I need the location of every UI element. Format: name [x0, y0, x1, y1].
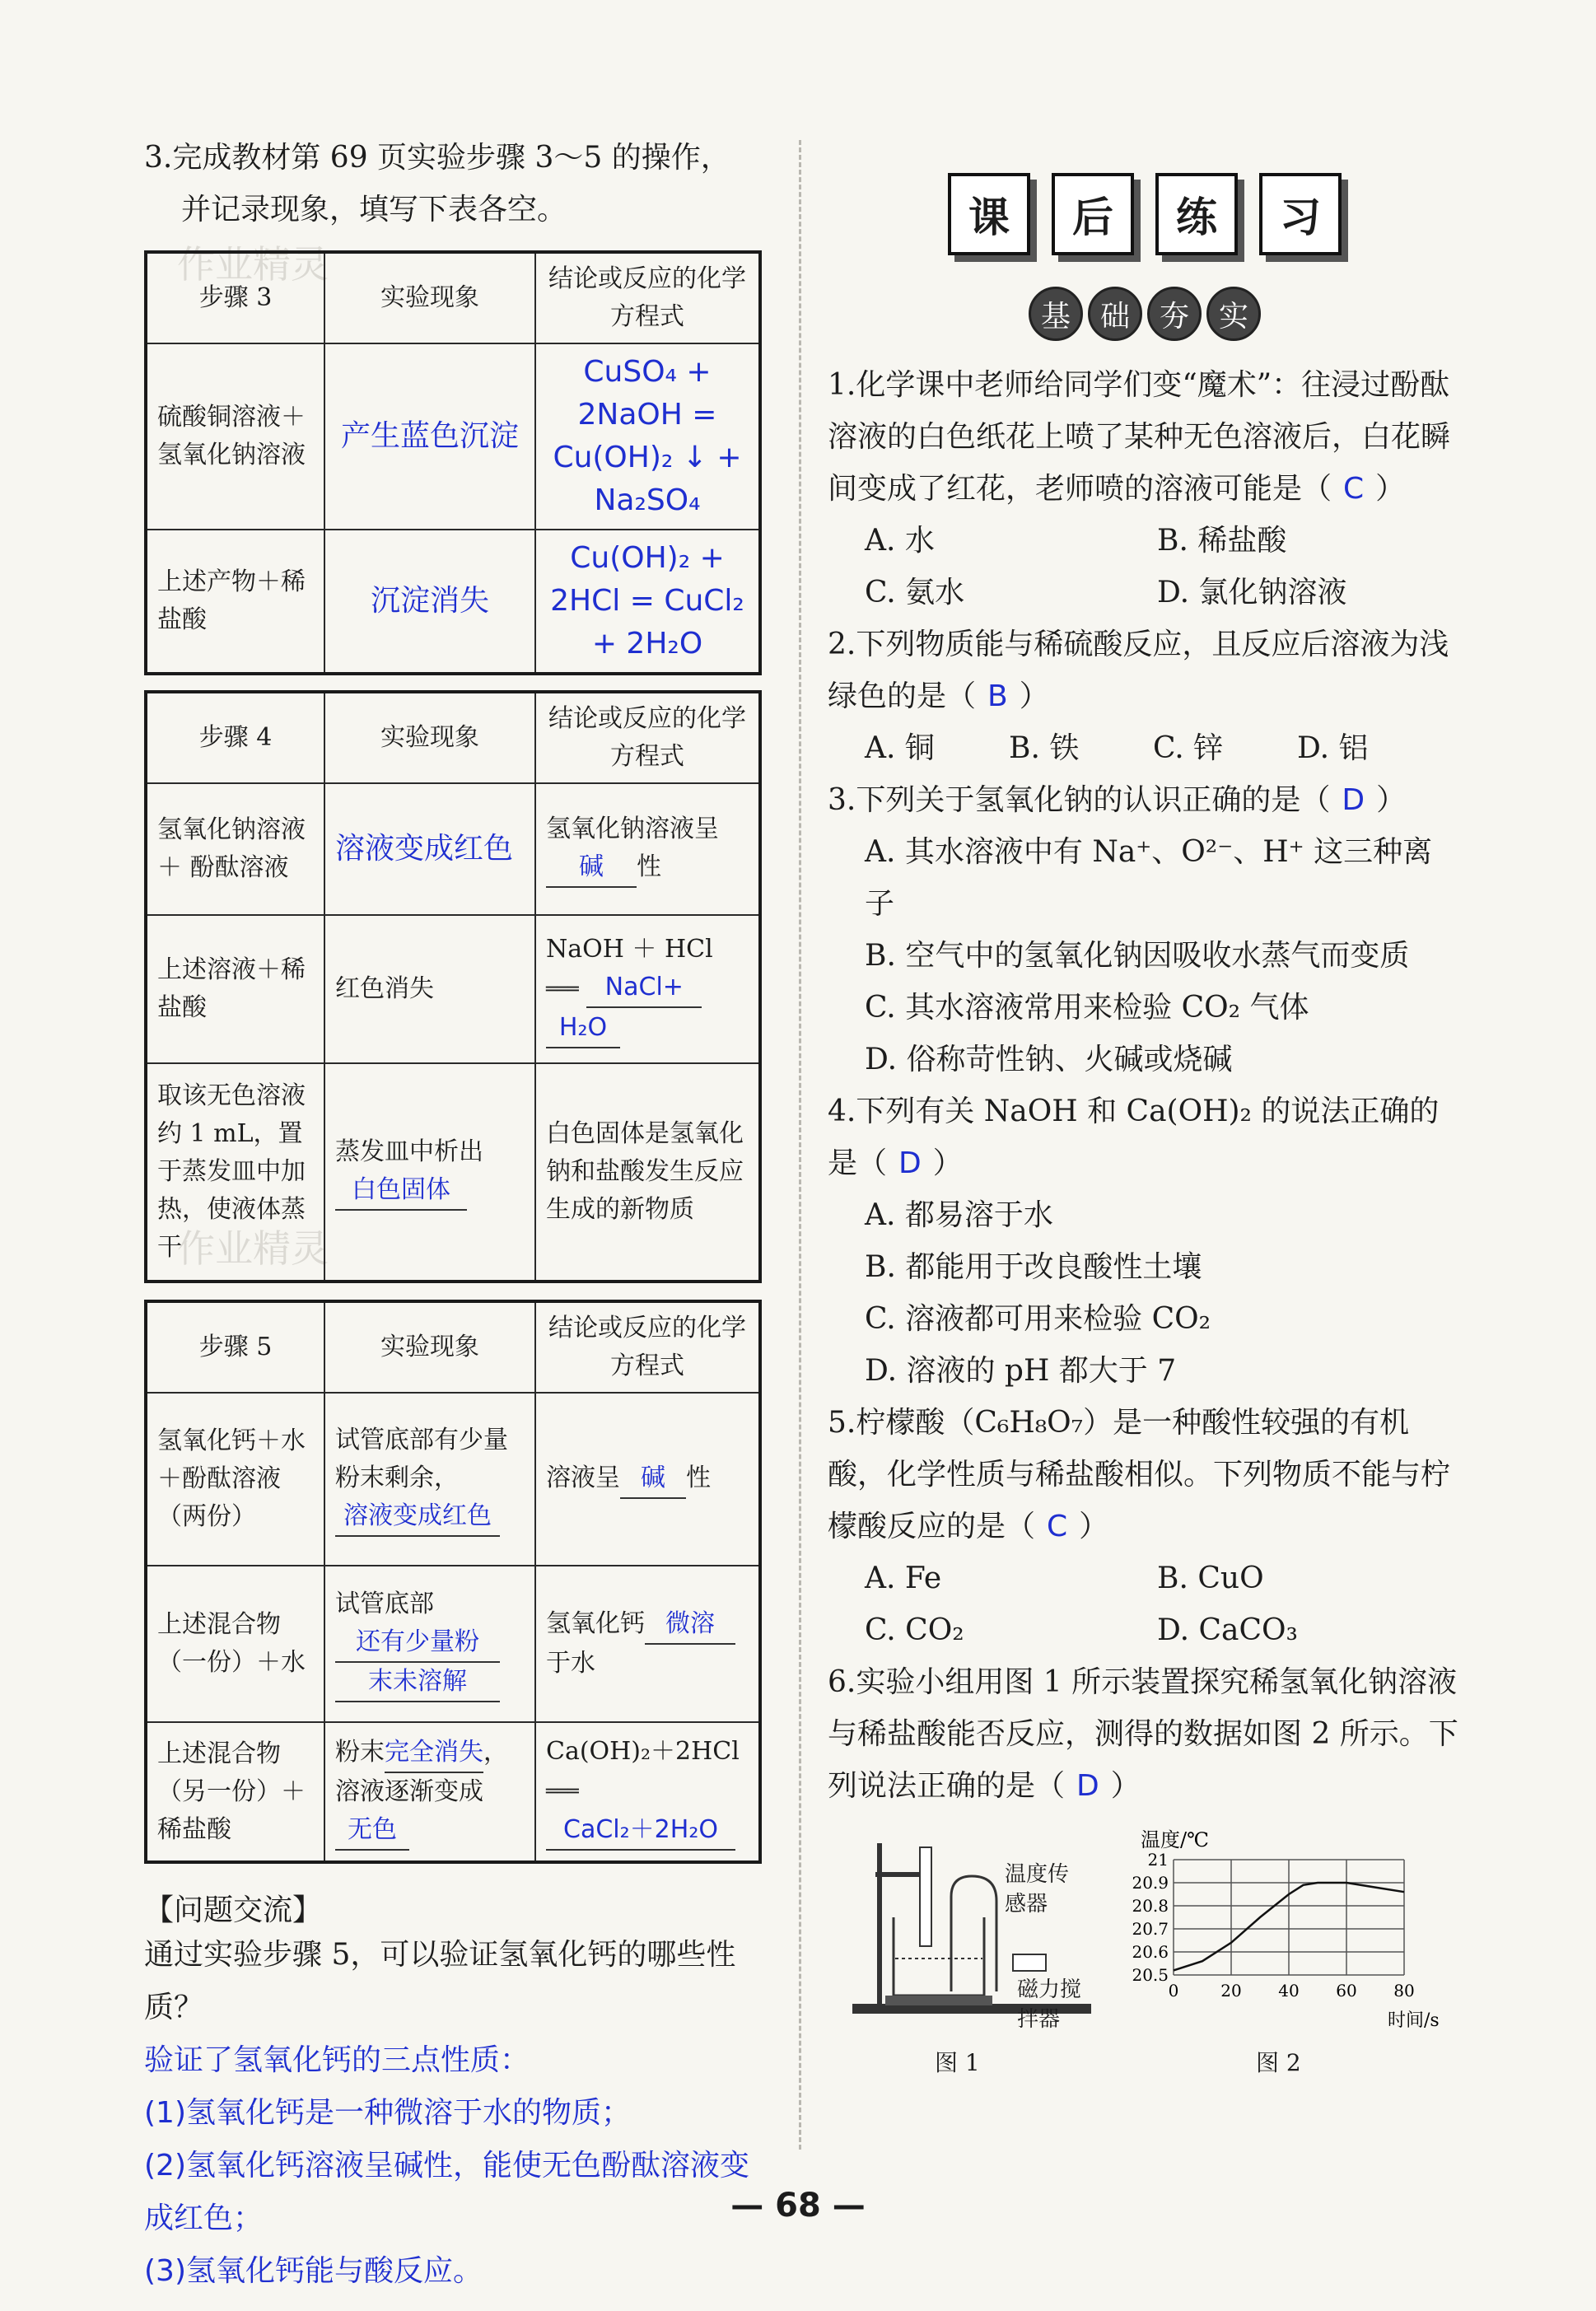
q3-line2: 并记录现象，填写下表各空。: [181, 193, 567, 226]
header-phenomenon: 实验现象: [324, 252, 535, 343]
phenomenon-cell: 产生蓝色沉淀: [324, 343, 535, 530]
options: [828, 826, 1462, 1085]
stirrer-plate: [885, 1996, 992, 2005]
qa-answer-line: (2)氢氧化钙溶液呈碱性，能使无色酚酞溶液变成红色；: [144, 2149, 749, 2235]
subbanner-char: 基: [1029, 287, 1083, 341]
x-tick-label: 20: [1220, 1981, 1242, 2001]
phenomenon-text: 试管底部有少量粉末剩余，: [335, 1426, 508, 1492]
answer-blank: 溶液变成红色: [335, 1497, 500, 1537]
answer-blank-2: 末未溶解: [335, 1663, 500, 1702]
conclusion-text: NaOH ＋ HCl: [546, 934, 713, 964]
question-close: ）: [1376, 783, 1407, 817]
question-item: [828, 359, 1462, 619]
answer-blank: 还有少量粉: [335, 1623, 500, 1663]
subbanner-char: 夯: [1147, 287, 1202, 341]
answer-blank: NaCl+: [586, 969, 702, 1008]
question-3: [144, 132, 774, 236]
answer-letter: D: [1342, 783, 1365, 817]
option-a: A. 铜: [865, 731, 935, 765]
left-column: [144, 132, 774, 2298]
option-d: D. 溶液的 pH 都大于 7: [865, 1354, 1177, 1388]
watermark-middle: 作业精灵: [177, 1226, 329, 1271]
option-d: D. CaCO₃: [1157, 1613, 1298, 1647]
table-row: [146, 343, 760, 530]
question-text: 2.下列物质能与稀硫酸反应，且反应后溶液为浅绿色的是（: [828, 628, 1449, 713]
conclusion-suffix: 性: [637, 852, 661, 881]
phenomenon-text: 蒸发皿中析出: [335, 1137, 483, 1166]
figures: [828, 1827, 1462, 2090]
temperature-chart: [1108, 1827, 1454, 2041]
answer-blank: CaCl₂＋2H₂O: [546, 1811, 735, 1851]
step-cell: 硫酸铜溶液＋氢氧化钠溶液: [146, 343, 324, 530]
answer-blank-2: 无色: [335, 1811, 409, 1851]
step-cell: 上述混合物（一份）＋水: [146, 1566, 324, 1722]
table-header-row: [146, 692, 760, 783]
question-list: [828, 359, 1462, 1812]
burette: [920, 1847, 931, 1946]
subbanner-char: 础: [1088, 287, 1142, 341]
conclusion-cell: [535, 1722, 760, 1862]
question-close: ）: [932, 1146, 963, 1180]
conclusion-cell: CuSO₄ + 2NaOH = Cu(OH)₂ ↓ + Na₂SO₄: [535, 343, 760, 530]
header-phenomenon: 实验现象: [324, 1301, 535, 1393]
table-row: [146, 1566, 760, 1722]
question-text: 5.柠檬酸（C₆H₈O₇）是一种酸性较强的有机酸，化学性质与稀盐酸相似。下列物质不能与柠檬酸反应的是（: [828, 1406, 1451, 1543]
phenomenon-text: 粉末: [335, 1737, 385, 1767]
step-cell: 上述产物＋稀盐酸: [146, 530, 324, 674]
section-banner: [828, 173, 1462, 255]
y-tick-label: 20.6: [1132, 1942, 1169, 1962]
table-step5: [144, 1300, 762, 1864]
option-a: A. 水: [865, 524, 935, 558]
right-column: [828, 165, 1462, 2090]
fig2-caption: 图 2: [1256, 2049, 1301, 2076]
question-stem: [828, 1656, 1462, 1812]
answer-blank-2: H₂O: [546, 1009, 620, 1048]
question-item: [828, 1656, 1462, 1812]
conclusion-text: 氢氧化钙: [546, 1609, 645, 1638]
option-a: A. 其水溶液中有 Na⁺、O²⁻、H⁺ 这三种离子: [865, 835, 1433, 921]
conclusion-text: Ca(OH)₂＋2HCl: [546, 1737, 740, 1766]
qa-answer-line: (3)氢氧化钙能与酸反应。: [144, 2254, 483, 2288]
header-phenomenon: 实验现象: [324, 692, 535, 783]
options: [828, 1189, 1462, 1397]
fig1-caption: 图 1: [935, 2049, 980, 2076]
question-close: ）: [1110, 1769, 1141, 1803]
stand-rod: [877, 1843, 882, 2008]
question-item: [828, 619, 1462, 774]
conclusion-cell: [535, 1393, 760, 1566]
header-conclusion: 结论或反应的化学方程式: [535, 252, 760, 343]
option-a: A. 都易溶于水: [865, 1198, 1053, 1232]
option-c: C. CO₂: [865, 1613, 964, 1647]
option-b: B. 铁: [1009, 731, 1080, 765]
qa-title: 【问题交流】: [144, 1893, 323, 1927]
banner-char: 习: [1259, 173, 1342, 255]
x-tick-label: 80: [1393, 1981, 1415, 2001]
step-cell: 氢氧化钙＋水＋酚酞溶液（两份）: [146, 1393, 324, 1566]
y-tick-label: 21: [1147, 1850, 1169, 1870]
sensor-box: [1013, 1954, 1046, 1971]
y-tick-label: 20.5: [1132, 1965, 1169, 1985]
banner-char: 后: [1052, 173, 1134, 255]
phenomenon-cell: 溶液变成红色: [324, 783, 535, 915]
stirrer-label: 磁力搅拌器: [1017, 1977, 1082, 2032]
answer-letter: D: [898, 1146, 922, 1180]
question-stem: [828, 774, 1462, 826]
sensor-wire: [951, 1876, 996, 1991]
options: [828, 1552, 1462, 1656]
step-cell: 上述溶液＋稀盐酸: [146, 915, 324, 1063]
question-close: ）: [1079, 1510, 1109, 1543]
x-tick-label: 60: [1336, 1981, 1357, 2001]
step-cell: 上述混合物（另一份）＋稀盐酸: [146, 1722, 324, 1862]
question-item: [828, 1397, 1462, 1656]
banner-char: 课: [948, 173, 1030, 255]
option-d: D. 氯化钠溶液: [1157, 576, 1347, 609]
phenomenon-cell: [324, 1063, 535, 1282]
phenomenon-mid: ，溶液逐渐变成: [335, 1737, 508, 1806]
conclusion-cell: [535, 1566, 760, 1722]
qa-answer-line: 验证了氢氧化钙的三点性质：: [144, 2043, 530, 2077]
page-number: — 68 —: [730, 2187, 866, 2225]
phenomenon-cell: [324, 1566, 535, 1722]
answer-letter: B: [987, 679, 1008, 713]
equals-sign: ═══: [546, 978, 579, 1000]
page-number-value: 68: [775, 2187, 821, 2225]
header-conclusion: 结论或反应的化学方程式: [535, 1301, 760, 1393]
stand-clamp: [875, 1872, 925, 1877]
header-step: 步骤 4: [146, 692, 324, 783]
conclusion-text: 溶液呈: [546, 1464, 620, 1492]
table-step3: [144, 250, 762, 675]
option-b: B. 稀盐酸: [1157, 524, 1287, 558]
x-axis-label: 时间/s: [1388, 2010, 1440, 2031]
answer-letter: D: [1076, 1769, 1099, 1803]
table-header-row: [146, 252, 760, 343]
x-tick-label: 0: [1168, 1981, 1179, 2001]
question-stem: [828, 359, 1462, 515]
qa-answer: [144, 2034, 774, 2298]
qa-question: 通过实验步骤 5，可以验证氢氧化钙的哪些性质？: [144, 1938, 736, 2024]
header-step: 步骤 5: [146, 1301, 324, 1393]
table-step4: [144, 690, 762, 1283]
watermark-top: 作业精灵: [177, 242, 329, 287]
option-c: C. 氨水: [865, 576, 965, 609]
answer-blank: 碱: [546, 848, 637, 888]
step-cell: 取该无色溶液约 1 mL，置于蒸发皿中加热，使液体蒸干: [146, 1063, 324, 1282]
question-text: 3.下列关于氢氧化钠的认识正确的是（: [828, 783, 1331, 817]
option-c: C. 溶液都可用来检验 CO₂: [865, 1302, 1211, 1336]
y-axis-label: 温度/℃: [1141, 1828, 1209, 1851]
question-close: ）: [1375, 472, 1406, 506]
table-row: [146, 915, 760, 1063]
option-c: C. 其水溶液常用来检验 CO₂ 气体: [865, 991, 1309, 1025]
conclusion-suffix: 性: [686, 1464, 711, 1492]
question-stem: [828, 1397, 1462, 1552]
answer-blank: 白色固体: [335, 1171, 467, 1211]
answer-blank: 碱: [620, 1459, 686, 1499]
conclusion-text: 氢氧化钠溶液呈: [546, 815, 719, 843]
option-a: A. Fe: [865, 1562, 942, 1595]
question-text: 6.实验小组用图 1 所示装置探究稀氢氧化钠溶液与稀盐酸能否反应，测得的数据如图 2 所示。下列说法正确的是（: [828, 1665, 1458, 1803]
x-tick-label: 40: [1278, 1981, 1300, 2001]
q3-line1: 3.完成教材第 69 页实验步骤 3～5 的操作，: [144, 141, 730, 175]
y-tick-label: 20.9: [1132, 1873, 1169, 1893]
options: [828, 722, 1462, 774]
option-b: B. CuO: [1157, 1562, 1264, 1595]
table-row: [146, 1063, 760, 1282]
options: [828, 515, 1462, 619]
option-c: C. 锌: [1153, 731, 1224, 765]
answer-letter: C: [1047, 1510, 1068, 1543]
phenomenon-cell: 沉淀消失: [324, 530, 535, 674]
option-d: D. 铝: [1297, 731, 1369, 765]
step-cell: 氢氧化钠溶液 ＋ 酚酞溶液: [146, 783, 324, 915]
column-divider: [799, 140, 801, 2150]
conclusion-suffix: 于水: [546, 1649, 595, 1678]
sub-banner: [828, 287, 1462, 341]
option-d: D. 俗称苛性钠、火碱或烧碱: [865, 1043, 1233, 1076]
conclusion-cell: 白色固体是氢氧化钠和盐酸发生反应生成的新物质: [535, 1063, 760, 1282]
banner-char: 练: [1155, 173, 1238, 255]
answer-blank: 完全消失: [385, 1734, 483, 1773]
beaker: [894, 1917, 984, 1996]
header-conclusion: 结论或反应的化学方程式: [535, 692, 760, 783]
option-b: B. 空气中的氢氧化钠因吸收水蒸气而变质: [865, 939, 1410, 973]
phenomenon-cell: [324, 1393, 535, 1566]
phenomenon-text: 试管底部: [335, 1590, 434, 1618]
question-stem: [828, 619, 1462, 722]
question-text: 1.化学课中老师给同学们变“魔术”：往浸过酚酞溶液的白色纸花上喷了某种无色溶液后，白花瞬间变成了红花，老师喷的溶液可能是（: [828, 368, 1451, 506]
y-tick-label: 20.7: [1132, 1919, 1169, 1939]
y-tick-label: 20.8: [1132, 1896, 1169, 1916]
conclusion-cell: [535, 915, 760, 1063]
phenomenon-cell: 红色消失: [324, 915, 535, 1063]
header-step: 步骤 3: [146, 252, 324, 343]
table-row: [146, 530, 760, 674]
question-item: [828, 1085, 1462, 1397]
option-b: B. 都能用于改良酸性土壤: [865, 1250, 1202, 1284]
question-close: ）: [1019, 679, 1049, 713]
subbanner-char: 实: [1206, 287, 1261, 341]
equals-sign: ═══: [546, 1781, 579, 1802]
question-item: [828, 774, 1462, 1085]
table-header-row: [146, 1301, 760, 1393]
sensor-label: 温度传感器: [1005, 1862, 1070, 1916]
conclusion-cell: [535, 783, 760, 915]
qa-answer-line: (1)氢氧化钙是一种微溶于水的物质；: [144, 2096, 631, 2130]
table-row: [146, 1722, 760, 1862]
question-text: 4.下列有关 NaOH 和 Ca(OH)₂ 的说法正确的是（: [828, 1095, 1440, 1180]
table-row: [146, 783, 760, 915]
conclusion-cell: Cu(OH)₂ + 2HCl = CuCl₂ + 2H₂O: [535, 530, 760, 674]
table-row: [146, 1393, 760, 1566]
answer-letter: C: [1343, 472, 1365, 506]
answer-blank: 微溶: [645, 1605, 735, 1645]
question-stem: [828, 1085, 1462, 1189]
phenomenon-cell: [324, 1722, 535, 1862]
